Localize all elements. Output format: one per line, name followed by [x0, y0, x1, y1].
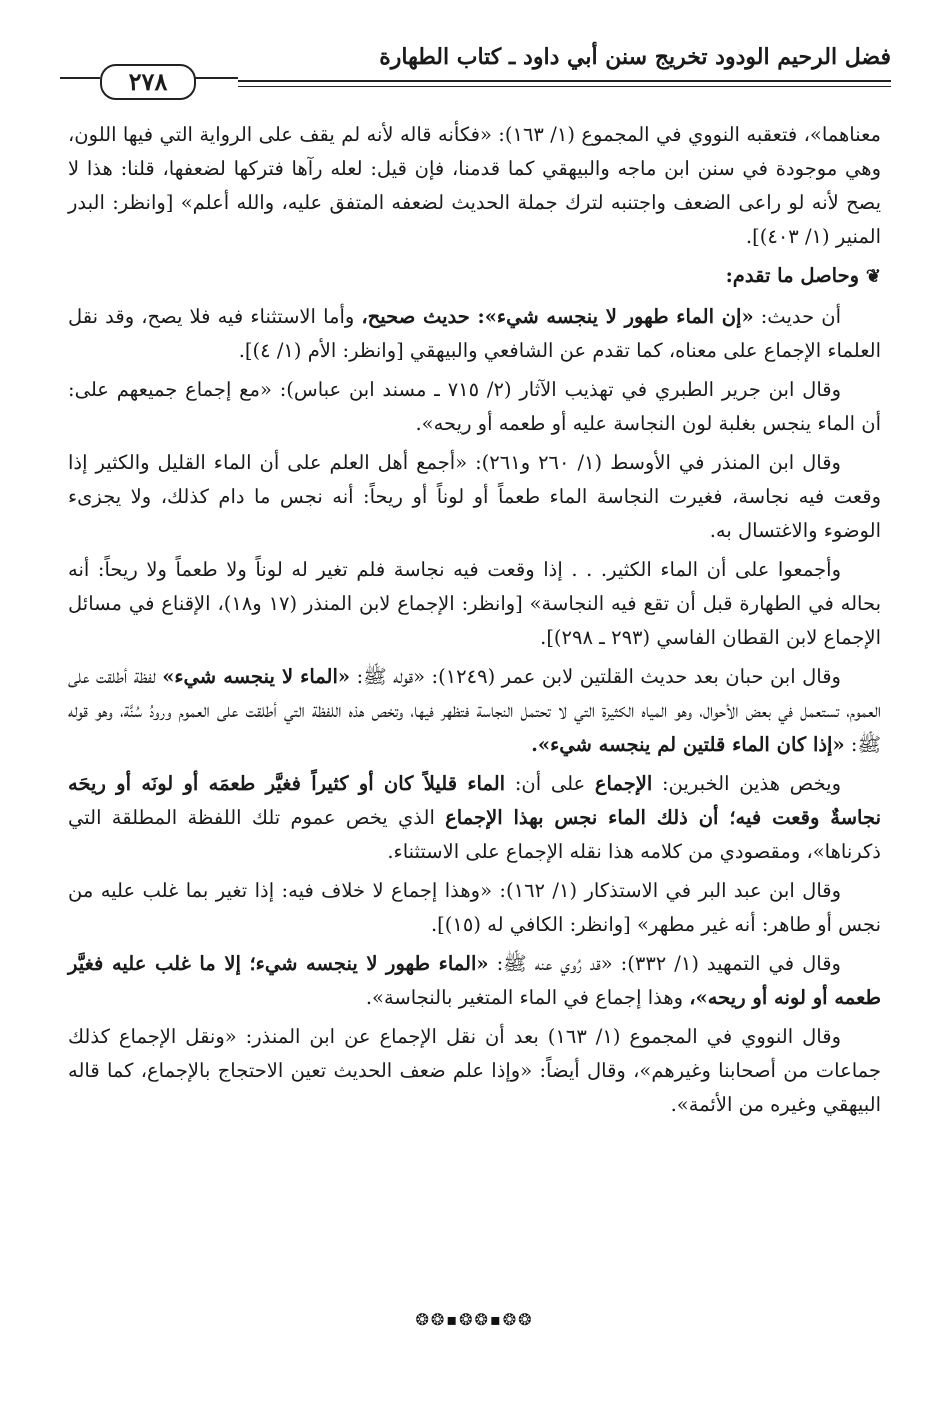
- leaf-ornament-icon: ❦: [865, 266, 881, 287]
- bold-text: «إن الماء طهور لا ينجسه شيء»: حديث صحيح،: [361, 305, 754, 328]
- paragraph-list: [68, 300, 881, 1122]
- bold-text: «الماء لا ينجسه شيء»: [162, 665, 351, 688]
- text-run: معناهما»، فتعقبه النووي في المجموع (١/ ١٦٣): «فكأنه قاله لأنه لم يقف على الرواية التي فيها اللون، وهي موجودة في سنن ابن ماجه والبيهقي كما قدمنا، فإن قيل: لعله رآها فتركها لضعفها، قلنا: هذا لا يصح لأنه لو راعى الضعف واجتنبه لترك جملة الحديث لضعفه المتفق عليه، والله أعلم» [وانظر: البدر المنير (١/ ٤٠٣)].: [68, 123, 881, 248]
- page-number-rule-left: [60, 77, 100, 79]
- text-run: وقال في التمهيد (١/ ٣٣٢): «قد رُوي عنه ﷺ:: [488, 952, 841, 975]
- text-run: الذي يخص عموم تلك اللفظة المطلقة التي ذكرناها»، ومقصودي من كلامه هذا نقله الإجماع على الاستثناء.: [68, 806, 881, 863]
- text-run: وقال ابن عبد البر في الاستذكار (١/ ١٦٢): «وهذا إجماع لا خلاف فيه: إذا تغير بما غلب عليه من نجس أو طاهر: أنه غير مطهر» [وانظر: الكافي له (١٥)].: [68, 879, 881, 936]
- bold-text: «الماء طهور لا ينجسه شيء؛ إلا ما غلب عليه فغيَّر طعمه أو لونه أو ريحه»،: [68, 952, 881, 1009]
- bold-text: الماء قليلاً كان أو كثيراً فغيَّر طعمَه أو لونَه أو ريحَه نجاسةٌ وقعت فيه؛ أن ذلك الماء نجس بهذا الإجماع: [68, 772, 882, 829]
- page-number-rule-right: [194, 77, 238, 79]
- paragraph-8: [68, 874, 881, 942]
- text-run: وهذا إجماع في الماء المتغير بالنجاسة».: [365, 986, 690, 1009]
- text-run: وقال النووي في المجموع (١/ ١٦٣) بعد أن نقل الإجماع عن ابن المنذر: «ونقل الإجماع كذلك جماعات من أصحابنا وغيرهم»، وقال أيضاً: «وإذا علم ضعف الحديث تعين الاحتجاج بالإجماع، كما قاله البيهقي وغيره من الأئمة».: [68, 1025, 881, 1116]
- text-run: لفظة أطلقت على العموم، تستعمل في بعض الأحوال، وهو المياه الكثيرة التي لا تحتمل النجاسة فتظهر فيها، وتخص هذه اللفظة التي أطلقت على العموم ورودُ سُنَّة، وهو قوله ﷺ:: [68, 665, 881, 756]
- section-heading: [68, 259, 881, 294]
- page-number-frame: [60, 62, 238, 102]
- text-run: وقال ابن جرير الطبري في تهذيب الآثار (٢/ ٧١٥ ـ مسند ابن عباس): «مع إجماع جميعهم على: أن الماء ينجس بغلبة لون النجاسة عليه أو طعمه أو ريحه».: [68, 378, 881, 435]
- running-title: فضل الرحيم الودود تخريج سنن أبي داود ـ كتاب الطهارة: [379, 44, 891, 70]
- text-run: ويخص هذين الخبرين:: [652, 772, 842, 795]
- section-heading-text: وحاصل ما تقدم:: [725, 264, 860, 287]
- paragraph-9: [68, 947, 881, 1015]
- text-run: أن حديث:: [753, 305, 841, 328]
- text-run: على أن:: [505, 772, 595, 795]
- paragraph-10: [68, 1020, 881, 1122]
- paragraph-6: [68, 660, 881, 762]
- page-header: [60, 38, 891, 98]
- bold-text: «إذا كان الماء قلتين لم ينجسه شيء».: [531, 733, 845, 756]
- text-run: وأما الاستثناء فيه فلا يصح، وقد نقل العلماء الإجماع على معناه، كما تقدم عن الشافعي والبيهقي [وانظر: الأم (١/ ٤)].: [68, 305, 881, 362]
- paragraph-3: [68, 373, 881, 441]
- paragraph-1: [68, 118, 881, 254]
- paragraph-5: [68, 553, 881, 655]
- page-number: ٢٧٨: [100, 64, 196, 100]
- paragraph-4: [68, 446, 881, 548]
- text-run: وأجمعوا على أن الماء الكثير. . . إذا وقعت فيه نجاسة فلم تغير له لوناً ولا طعماً ولا ريحاً: أنه بحاله في الطهارة قبل أن تقع فيه النجاسة» [وانظر: الإجماع لابن المنذر (١٧ و١٨)، الإقناع في مسائل الإجماع لابن القطان الفاسي (٢٩٣ ـ ٢٩٨)].: [68, 558, 881, 649]
- bold-text: الإجماع: [594, 772, 653, 795]
- footer-ornament-icon: ❂❂▪❂❂▪❂❂: [415, 1310, 534, 1329]
- paragraph-7: [68, 767, 881, 869]
- page-body: [68, 118, 881, 1127]
- text-run: وقال ابن حبان بعد حديث القلتين لابن عمر (١٢٤٩): «قوله ﷺ:: [350, 665, 841, 688]
- text-run: وقال ابن المنذر في الأوسط (١/ ٢٦٠ و٢٦١): «أجمع أهل العلم على أن الماء القليل والكثير إذا وقعت فيه نجاسة، فغيرت النجاسة الماء طعماً أو لوناً أو ريحاً: أنه نجس ما دام كذلك، ولا يجزىء الوضوء والاغتسال به.: [68, 451, 881, 542]
- paragraph-2: [68, 300, 881, 368]
